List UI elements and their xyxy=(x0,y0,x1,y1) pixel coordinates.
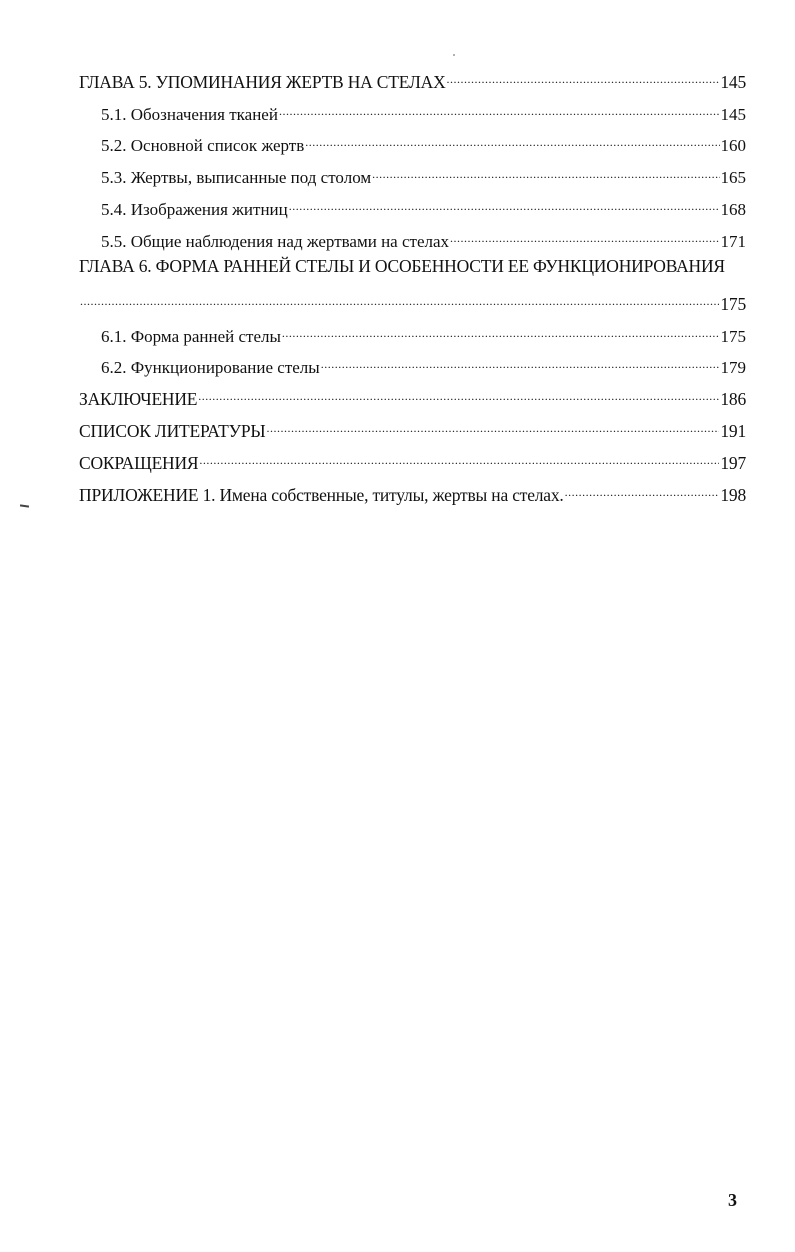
dot-leader xyxy=(450,221,719,247)
toc-entry-title: 6.1. Форма ранней стелы xyxy=(101,327,281,346)
toc-entry-page: 145 xyxy=(720,105,746,124)
toc-entry-6-1 xyxy=(101,316,746,346)
dot-leader xyxy=(305,125,719,151)
toc-entry-page: 197 xyxy=(720,453,746,473)
scan-artifact-mark xyxy=(20,504,29,507)
dot-leader xyxy=(199,443,719,469)
toc-entry-title: СОКРАЩЕНИЯ xyxy=(79,453,199,473)
page-number: 3 xyxy=(728,1190,737,1210)
dot-leader xyxy=(266,411,719,437)
toc-entry-page: 175 xyxy=(720,327,746,346)
toc-entry-chapter-6 xyxy=(79,284,746,314)
toc-entry-title: ПРИЛОЖЕНИЕ 1. Имена собственные, титулы, жертвы на стелах. xyxy=(79,485,564,505)
toc-entry-page: 198 xyxy=(720,485,746,505)
toc-entry-title: 6.2. Функционирование стелы xyxy=(101,358,320,377)
toc-entry-title: 5.5. Общие наблюдения над жертвами на стелах xyxy=(101,232,450,251)
dot-leader xyxy=(372,157,719,183)
dot-leader xyxy=(80,284,719,310)
toc-entry-title: 5.3. Жертвы, выписанные под столом xyxy=(101,168,372,187)
toc-entry-appendix-1 xyxy=(79,475,746,505)
scan-artifact-speck xyxy=(453,54,455,56)
dot-leader xyxy=(321,347,720,373)
toc-entry-5-3 xyxy=(101,157,746,187)
toc-entry-5-2 xyxy=(101,125,746,155)
toc-entry-title: ГЛАВА 5. УПОМИНАНИЯ ЖЕРТВ НА СТЕЛАХ xyxy=(79,72,446,92)
toc-entry-title: 5.4. Изображения житниц xyxy=(101,200,288,219)
toc-entry-5-4 xyxy=(101,189,746,219)
dot-leader xyxy=(447,62,720,88)
toc-entry-page: 165 xyxy=(720,168,746,187)
dot-leader xyxy=(198,379,719,405)
toc-entry-6-2 xyxy=(101,347,746,377)
toc-entry-page: 160 xyxy=(720,136,746,155)
toc-entry-abbreviations xyxy=(79,443,746,473)
toc-entry-conclusion xyxy=(79,379,746,409)
toc-entry-page: 179 xyxy=(720,358,746,377)
dot-leader xyxy=(289,189,720,215)
dot-leader xyxy=(282,316,720,342)
toc-entry-title: ЗАКЛЮЧЕНИЕ xyxy=(79,389,198,409)
toc-entry-page: 145 xyxy=(720,72,746,92)
toc-entry-title: СПИСОК ЛИТЕРАТУРЫ xyxy=(79,421,266,441)
dot-leader xyxy=(565,475,720,501)
toc-entry-page: 186 xyxy=(720,389,746,409)
toc-entry-bibliography xyxy=(79,411,746,441)
toc-entry-5-1 xyxy=(101,94,746,124)
toc-entry-chapter-6-title: ГЛАВА 6. ФОРМА РАННЕЙ СТЕЛЫ И ОСОБЕННОСТИ ЕЕ ФУНКЦИОНИРОВАНИЯ xyxy=(79,256,725,276)
toc-entry-5-5 xyxy=(101,221,746,251)
toc-entry-page: 175 xyxy=(720,294,746,314)
toc-entry-page: 171 xyxy=(720,232,746,251)
toc-entry-page: 168 xyxy=(720,200,746,219)
dot-leader xyxy=(279,94,720,120)
toc-entry-chapter-5 xyxy=(79,62,746,92)
toc-entry-page: 191 xyxy=(720,421,746,441)
toc-entry-title: 5.2. Основной список жертв xyxy=(101,136,305,155)
toc-entry-title: 5.1. Обозначения тканей xyxy=(101,105,278,124)
